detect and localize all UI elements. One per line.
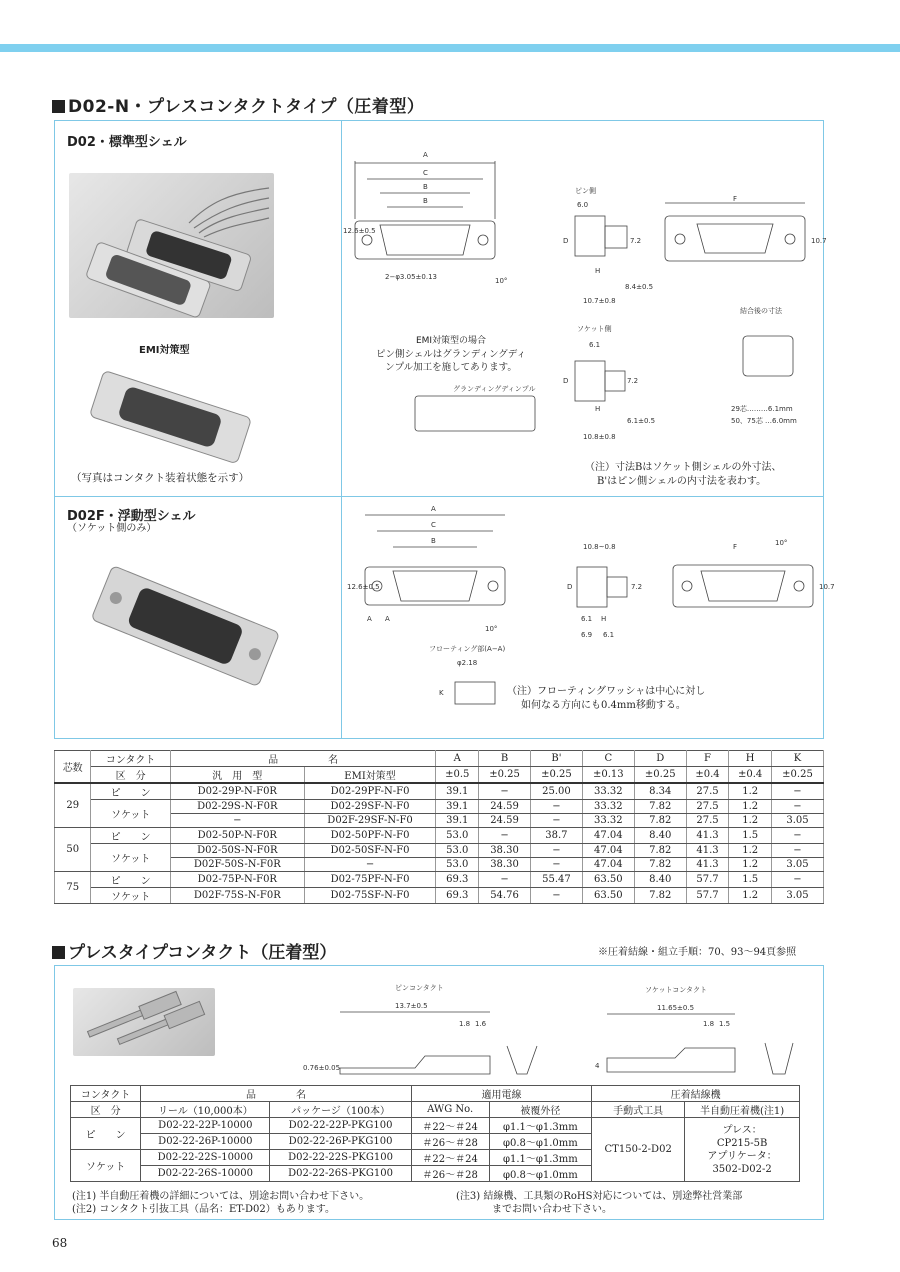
svg-text:6.1±0.5: 6.1±0.5: [627, 417, 656, 425]
svg-text:6.1: 6.1: [581, 615, 593, 623]
standard-shell-panel: [54, 120, 827, 497]
svg-text:A: A: [423, 151, 428, 159]
table-row: − D02F-29SF-N-F0 39.1 24.59 − 33.32 7.82 27.5 1.2 3.05: [55, 814, 824, 828]
table-row: 50 ピ ン D02-50P-N-F0R D02-50PF-N-F0 53.0 − 38.7 47.04 8.40 41.3 1.5 −: [55, 828, 824, 844]
photo-caption: （写真はコンタクト装着状態を示す）: [71, 472, 250, 484]
svg-text:4: 4: [595, 1062, 600, 1070]
floating-shell-photo: [85, 557, 285, 697]
table-row: ソケット D02F-75S-N-F0R D02-75SF-N-F0 69.3 54.76 − 63.50 7.82 57.7 1.2 3.05: [55, 888, 824, 904]
contact-drawing: [295, 978, 855, 1088]
svg-text:6.0: 6.0: [577, 201, 589, 209]
svg-text:10.8±0.8: 10.8±0.8: [583, 433, 616, 441]
svg-text:φ2.18: φ2.18: [457, 659, 478, 667]
svg-text:A: A: [367, 615, 372, 623]
svg-text:結合後の寸法: 結合後の寸法: [740, 307, 782, 315]
svg-text:F: F: [733, 543, 738, 551]
svg-text:8.4±0.5: 8.4±0.5: [625, 283, 654, 291]
svg-text:10°: 10°: [495, 277, 508, 285]
svg-text:10.7±0.8: 10.7±0.8: [583, 297, 616, 305]
emi-label: EMI対策型: [139, 345, 190, 356]
emi-shell-photo: [85, 373, 255, 461]
svg-text:H: H: [595, 405, 601, 413]
section-title: D02-N・プレスコンタクトタイプ（圧着型）: [52, 92, 424, 117]
svg-text:ソケット側: ソケット側: [577, 325, 612, 333]
svg-text:50、75芯 …6.0mm: 50、75芯 …6.0mm: [731, 417, 797, 425]
shell-note: （注）寸法Bはソケット側シェルの外寸法、 B'はピン側シェルの内寸法を表わす。: [585, 462, 782, 487]
svg-text:グランディングディンプル: グランディングディンプル: [453, 385, 536, 393]
svg-text:フローティング部(A−A): フローティング部(A−A): [429, 645, 506, 653]
svg-text:C: C: [431, 521, 436, 529]
floating-note: （注）フローティングワッシャは中心に対し 如何なる方向にも0.4mm移動する。: [507, 686, 706, 711]
svg-text:B: B: [431, 537, 436, 545]
svg-text:6.1: 6.1: [589, 341, 601, 349]
svg-text:10.7: 10.7: [811, 237, 827, 245]
svg-text:ピンコンタクト: ピンコンタクト: [395, 984, 444, 992]
svg-text:A: A: [431, 505, 436, 513]
svg-text:ソケットコンタクト: ソケットコンタクト: [645, 986, 708, 994]
svg-text:B: B: [423, 183, 428, 191]
col-name: 品 名: [170, 751, 436, 767]
svg-text:H: H: [601, 615, 607, 623]
svg-text:12.6±0.5: 12.6±0.5: [347, 583, 380, 591]
svg-text:1.5: 1.5: [719, 1020, 731, 1028]
standard-shell-photo: [69, 173, 274, 318]
col-contact: コンタクト: [91, 751, 171, 767]
top-accent-bar: [0, 44, 900, 52]
svg-text:10.8~0.8: 10.8~0.8: [583, 543, 616, 551]
floating-shell-panel: [54, 497, 835, 739]
svg-text:10°: 10°: [485, 625, 498, 633]
svg-text:D: D: [563, 377, 569, 385]
svg-text:D: D: [563, 237, 569, 245]
table-row: 29 ピ ン D02-29P-N-F0R D02-29PF-N-F0 39.1 − 25.00 33.32 8.34 27.5 1.2 −: [55, 783, 824, 800]
contact-section-title: プレスタイプコンタクト（圧着型）: [52, 938, 336, 963]
svg-text:11.65±0.5: 11.65±0.5: [657, 1004, 695, 1012]
footnotes-left: (注1) 半自動圧着機の詳細については、別途お問い合わせ下さい。 (注2) コンタクト引抜工具（品名：ET-D02）もあります。: [72, 1191, 370, 1215]
svg-text:0.76±0.05: 0.76±0.05: [303, 1064, 341, 1072]
col-cores: 芯数: [55, 751, 91, 784]
svg-text:F: F: [733, 195, 738, 203]
standard-shell-drawing: [345, 121, 825, 491]
contact-photo: [73, 988, 215, 1056]
dimension-table: 芯数 コンタクト 品 名 A B B' C D F H K 区 分 汎 用 型 EMI対策型 ±0.5 ±0.25 ±0.25 ±0.13 ±0.25 ±0.4 ±0.4 ±0.25 29 ピ ン D02-29P-N-F0R D02-29PF-N-F0 39.1 − 25.00 33.32 8.34 27.5 1.2 − ソケット D02-29S-N-F0R D02-29SF-N-F0 39.1 24.59 − 33.32 7.82 27.5 1.2 − − D02F-29SF-N-F0 39.1 24.59 − 33.32 7.82 27.5 1.2 3.05 50 ピ ン D02-50P-N-F0R D02-50PF-N-F0 53.0 − 38.7 47.04 8.40 41.3 1.5 − ソケット D02-50S-N-F0R D02-50SF-N-F0 53.0 38.30 − 47.04 7.82 41.3 1.2 − D02F-50S-N-F0R − 53.0 38.30 − 47.04 7.82 41.3 1.2 3.05 75 ピ ン D02-75P-N-F0R D02-75PF-N-F0 69.3 − 55.47 63.50 8.40 57.7 1.5 − ソケット D02F-75S-N-F0R D02-75SF-N-F0 69.3 54.76 − 63.50 7.82 57.7 1.2 3.05: [54, 750, 824, 904]
svg-text:1.6: 1.6: [475, 1020, 487, 1028]
floating-shell-sub: （ソケット側のみ）: [67, 523, 157, 534]
svg-text:10°: 10°: [775, 539, 788, 547]
svg-text:6.9: 6.9: [581, 631, 593, 639]
floating-shell-title: D02F・浮動型シェル: [67, 509, 196, 524]
svg-text:12.6±0.5: 12.6±0.5: [343, 227, 376, 235]
svg-text:7.2: 7.2: [627, 377, 639, 385]
contact-table: コンタクト 品 名 適用電線 圧着結線機 区 分 リール（10,000本） パッケージ（100本） AWG No. 被覆外径 手動式工具 半自動圧着機(注1) ピ ン D02-22-22P-10000 D02-22-22P-PKG100 ＃22〜＃24 φ1.1〜φ1.3mm CT150-2-D02 プレス： CP215-5B アプリケータ： 3502-D02-2 D02-22-26P-10000 D02-22-26P-PKG100 ＃26〜＃28 φ0.8〜φ1.0mm ソケット D02-22-22S-10000 D02-22-22S-PKG100 ＃22〜＃24 φ1.1〜φ1.3mm D02-22-26S-10000 D02-22-26S-PKG100 ＃26〜＃28 φ0.8〜φ1.0mm: [70, 1085, 800, 1182]
table-row: ソケット D02-29S-N-F0R D02-29SF-N-F0 39.1 24.59 − 33.32 7.82 27.5 1.2 −: [55, 800, 824, 814]
svg-text:2−φ3.05±0.13: 2−φ3.05±0.13: [385, 273, 437, 281]
emi-case-note: EMI対策型の場合 ピン側シェルはグランディングディ ンプル加工を施してあります。: [375, 336, 527, 373]
table-row: ソケット D02-50S-N-F0R D02-50SF-N-F0 53.0 38.30 − 47.04 7.82 41.3 1.2 −: [55, 844, 824, 858]
table-row: 75 ピ ン D02-75P-N-F0R D02-75PF-N-F0 69.3 − 55.47 63.50 8.40 57.7 1.5 −: [55, 872, 824, 888]
reference-note: ※圧着結線・組立手順：70、93〜94頁参照: [598, 947, 797, 958]
svg-text:6.1: 6.1: [603, 631, 615, 639]
standard-shell-title: D02・標準型シェル: [67, 135, 187, 150]
svg-text:10.7: 10.7: [819, 583, 835, 591]
page-number: 68: [52, 1236, 68, 1250]
svg-text:1.8: 1.8: [459, 1020, 471, 1028]
svg-text:29芯………6.1mm: 29芯………6.1mm: [731, 405, 793, 413]
table-row: D02F-50S-N-F0R − 53.0 38.30 − 47.04 7.82 41.3 1.2 3.05: [55, 858, 824, 872]
svg-text:C: C: [423, 169, 428, 177]
svg-text:ピン側: ピン側: [575, 187, 596, 195]
svg-text:K: K: [439, 689, 444, 697]
svg-text:13.7±0.5: 13.7±0.5: [395, 1002, 428, 1010]
svg-text:B: B: [423, 197, 428, 205]
svg-text:D: D: [567, 583, 573, 591]
svg-text:A: A: [385, 615, 390, 623]
footnotes-right: (注3) 結線機、工具類のRoHS対応については、別途弊社営業部 までお問い合わせ下さい。: [456, 1191, 743, 1215]
svg-text:H: H: [595, 267, 601, 275]
svg-text:1.8: 1.8: [703, 1020, 715, 1028]
svg-text:7.2: 7.2: [630, 237, 642, 245]
svg-text:7.2: 7.2: [631, 583, 643, 591]
